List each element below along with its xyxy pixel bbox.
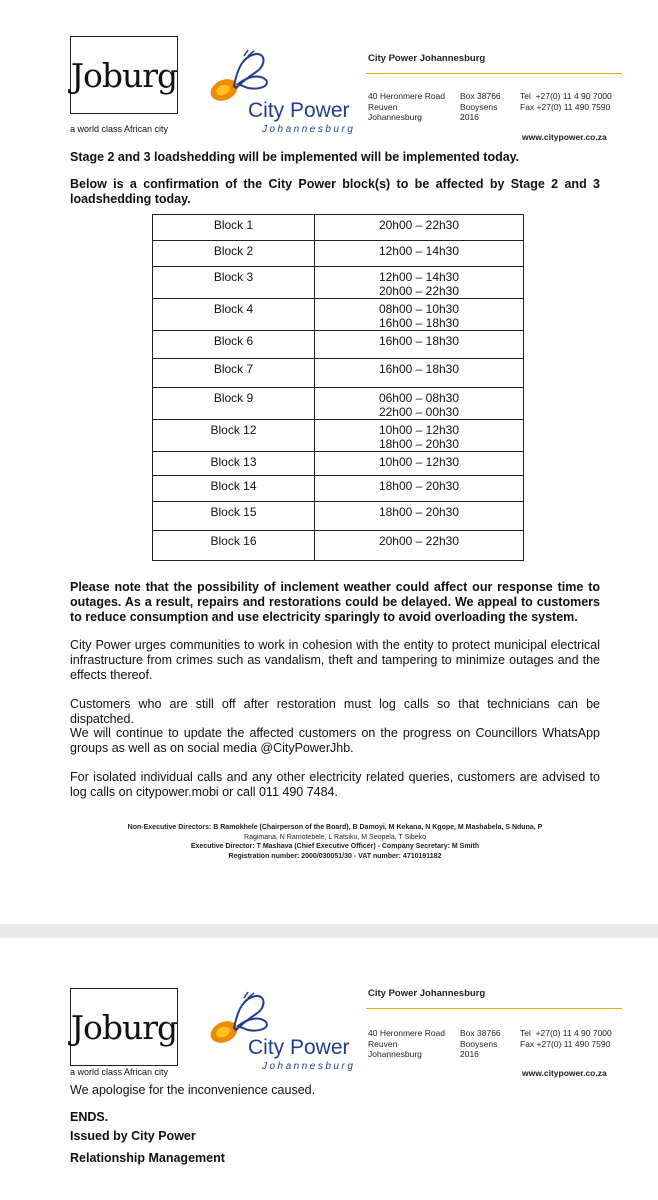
issued-by-text: Issued by City Power — [70, 1129, 196, 1143]
schedule-row — [153, 241, 524, 267]
schedule-row — [153, 299, 524, 331]
block-times-cell: 08h00 – 10h30 16h00 – 18h30 — [315, 299, 524, 331]
footer-line: Ragimana, N Ramotebele, L Ratsiku, M Seopela, T Sibeko — [244, 833, 426, 841]
block-times-cell: 06h00 – 08h30 22h00 – 00h30 — [315, 388, 524, 420]
block-name-cell: Block 13 — [153, 452, 315, 476]
company-name: City Power Johannesburg — [368, 988, 486, 999]
ends-text: ENDS. — [70, 1110, 109, 1124]
joburg-logo: Joburg — [70, 36, 178, 114]
block-name-cell: Block 1 — [153, 215, 315, 241]
block-times-cell: 20h00 – 22h30 — [315, 531, 524, 561]
website: www.citypower.co.za — [522, 132, 607, 142]
brand-sub: Johannesburg — [262, 1061, 356, 1072]
contact-numbers: Tel +27(0) 11 4 90 7000 Fax +27(0) 11 490 7590 — [520, 91, 612, 112]
header-rule — [366, 1008, 622, 1009]
company-name: City Power Johannesburg — [368, 53, 486, 64]
block-name-cell: Block 12 — [153, 420, 315, 452]
department-text: Relationship Management — [70, 1151, 225, 1165]
intro-line-2: Below is a confirmation of the City Power block(s) to be affected by Stage 2 and 3 loadshedding today. — [70, 177, 600, 206]
block-times-cell: 12h00 – 14h30 20h00 – 22h30 — [315, 267, 524, 299]
block-name-cell: Block 6 — [153, 331, 315, 359]
tagline: a world class African city — [70, 1067, 169, 1077]
schedule-row — [153, 331, 524, 359]
address-street: 40 Heronmere Road Reuven Johannesburg — [368, 1028, 446, 1059]
block-name-cell: Block 3 — [153, 267, 315, 299]
block-times-cell: 18h00 – 20h30 — [315, 502, 524, 531]
block-times-cell: 16h00 – 18h30 — [315, 359, 524, 388]
queries-paragraph: For isolated individual calls and any other electricity related queries, customers are advised to log calls on citypower.mobi or call 011 490 7484. — [70, 770, 600, 799]
footer-line: Registration number: 2000/030051/30 - VAT number: 4710191182 — [228, 852, 442, 860]
block-times-cell: 10h00 – 12h30 — [315, 452, 524, 476]
contact-numbers: Tel +27(0) 11 4 90 7000 Fax +27(0) 11 490 7590 — [520, 1028, 612, 1049]
block-times-cell: 16h00 – 18h30 — [315, 331, 524, 359]
block-name-cell: Block 15 — [153, 502, 315, 531]
schedule-row — [153, 452, 524, 476]
brand-name: City Power — [248, 99, 350, 122]
block-times-cell: 20h00 – 22h30 — [315, 215, 524, 241]
schedule-row — [153, 531, 524, 561]
schedule-row — [153, 388, 524, 420]
block-name-cell: Block 16 — [153, 531, 315, 561]
page-2 — [0, 938, 658, 1200]
footer-line: Non-Executive Directors: B Ramokhele (Chairperson of the Board), B Damoyi, M Kekana, N Kgope, M Mashabela, S Nduna, P — [127, 824, 543, 831]
brand-sub: Johannesburg — [262, 124, 356, 135]
block-times-cell: 18h00 – 20h30 — [315, 476, 524, 502]
brand-name: City Power — [248, 1036, 350, 1059]
block-name-cell: Block 14 — [153, 476, 315, 502]
address-street: 40 Heronmere Road Reuven Johannesburg — [368, 91, 446, 122]
address-box: Box 38766 Booysens 2016 — [460, 1028, 501, 1059]
schedule-row — [153, 267, 524, 299]
page-separator — [0, 924, 658, 938]
joburg-logo: Joburg — [70, 988, 178, 1066]
cohesion-paragraph: City Power urges communities to work in cohesion with the entity to protect municipal electrical infrastructure from crimes such as vandalism, theft and tampering to minimize outages and the effects thereof. — [70, 638, 600, 682]
weather-note: Please note that the possibility of inclement weather could affect our response time to outages. As a result, repairs and restorations could be delayed. We appeal to customers to reduce consumption and use electricity sparingly to avoid overloading the system. — [70, 580, 600, 624]
website: www.citypower.co.za — [522, 1068, 607, 1078]
block-times-cell: 10h00 – 12h30 18h00 – 20h30 — [315, 420, 524, 452]
schedule-row — [153, 215, 524, 241]
tagline: a world class African city — [70, 124, 169, 134]
schedule-row — [153, 502, 524, 531]
log-calls-paragraph: Customers who are still off after restoration must log calls so that technicians can be dispatched. — [70, 697, 600, 726]
schedule-row — [153, 359, 524, 388]
block-name-cell: Block 9 — [153, 388, 315, 420]
schedule-row — [153, 420, 524, 452]
footer-line: Executive Director: T Mashava (Chief Executive Officer) - Company Secretary: M Smith — [190, 843, 480, 850]
updates-paragraph: We will continue to update the affected customers on the progress on Councillors WhatsApp groups as well as on social media @CityPowerJhb. — [70, 726, 600, 755]
block-times-cell: 12h00 – 14h30 — [315, 241, 524, 267]
directors-footer — [70, 823, 600, 861]
block-name-cell: Block 2 — [153, 241, 315, 267]
apology-text: We apologise for the inconvenience caused. — [70, 1083, 316, 1097]
schedule-row — [153, 476, 524, 502]
intro-line-1: Stage 2 and 3 loadshedding will be implemented will be implemented today. — [70, 150, 520, 164]
address-box: Box 38766 Booysens 2016 — [460, 91, 501, 122]
header-rule — [366, 73, 622, 74]
schedule-table — [152, 214, 524, 561]
block-name-cell: Block 7 — [153, 359, 315, 388]
block-name-cell: Block 4 — [153, 299, 315, 331]
